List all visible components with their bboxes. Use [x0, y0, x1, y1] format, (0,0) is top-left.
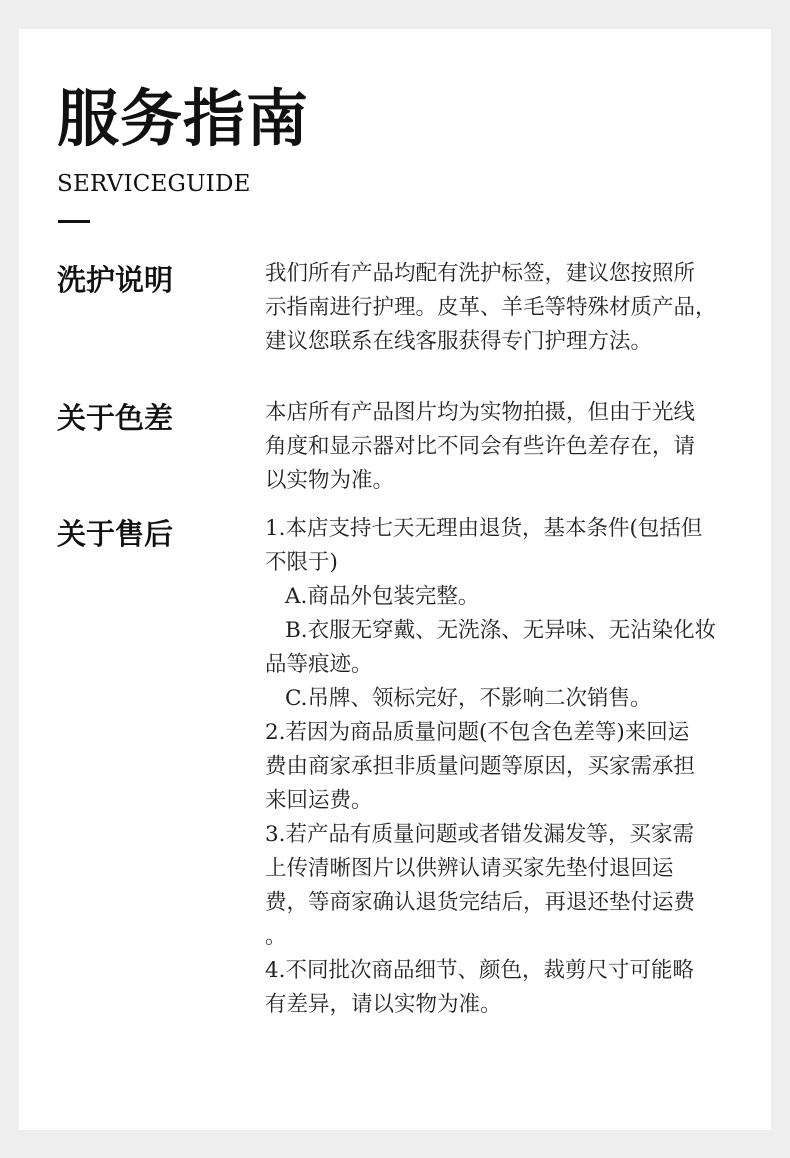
section-label-color: 关于色差 — [57, 401, 174, 435]
text-line: 本店所有产品图片均为实物拍摄，但由于光线 — [265, 400, 696, 425]
text-line: 以实物为准。 — [265, 468, 395, 493]
page-title: 服务指南 — [57, 82, 310, 155]
text-line: 角度和显示器对比不同会有些许色差存在，请 — [265, 434, 696, 459]
text-line: 2.若因为商品质量问题(不包含色差等)来回运 — [265, 720, 690, 745]
section-text-color — [265, 396, 735, 498]
text-line: 费，等商家确认退货完结后，再退还垫付运费 — [265, 890, 696, 915]
section-label-care: 洗护说明 — [57, 263, 174, 297]
text-line: 费由商家承担非质量问题等原因，买家需承担 — [265, 754, 696, 779]
text-line: 不限于) — [265, 550, 338, 575]
section-label-after-sales: 关于售后 — [57, 517, 174, 551]
text-line: 来回运费。 — [265, 788, 373, 813]
text-line: 品等痕迹。 — [265, 652, 373, 677]
text-line: B.衣服无穿戴、无洗涤、无异味、无沾染化妆 — [285, 618, 717, 643]
service-guide-card — [19, 29, 771, 1130]
text-line: 3.若产品有质量问题或者错发漏发等，买家需 — [265, 822, 695, 847]
text-line: A.商品外包装完整。 — [285, 584, 480, 609]
text-line: 上传清晰图片以供辨认请买家先垫付退回运 — [265, 856, 674, 881]
text-line: 有差异，请以实物为准。 — [265, 992, 502, 1017]
text-line: 建议您联系在线客服获得专门护理方法。 — [265, 329, 653, 354]
text-line: 示指南进行护理。皮革、羊毛等特殊材质产品， — [265, 295, 717, 320]
text-line: 4.不同批次商品细节、颜色，裁剪尺寸可能略 — [265, 958, 695, 983]
text-line: 1.本店支持七天无理由退货，基本条件(包括但 — [265, 516, 703, 541]
title-divider — [58, 220, 90, 223]
page-subtitle: SERVICEGUIDE — [57, 171, 251, 197]
section-text-care — [265, 257, 735, 359]
text-line: 。 — [265, 924, 287, 949]
section-text-after-sales — [265, 512, 735, 1022]
text-line: 我们所有产品均配有洗护标签，建议您按照所 — [265, 261, 696, 286]
text-line: C.吊牌、领标完好，不影响二次销售。 — [285, 686, 652, 711]
